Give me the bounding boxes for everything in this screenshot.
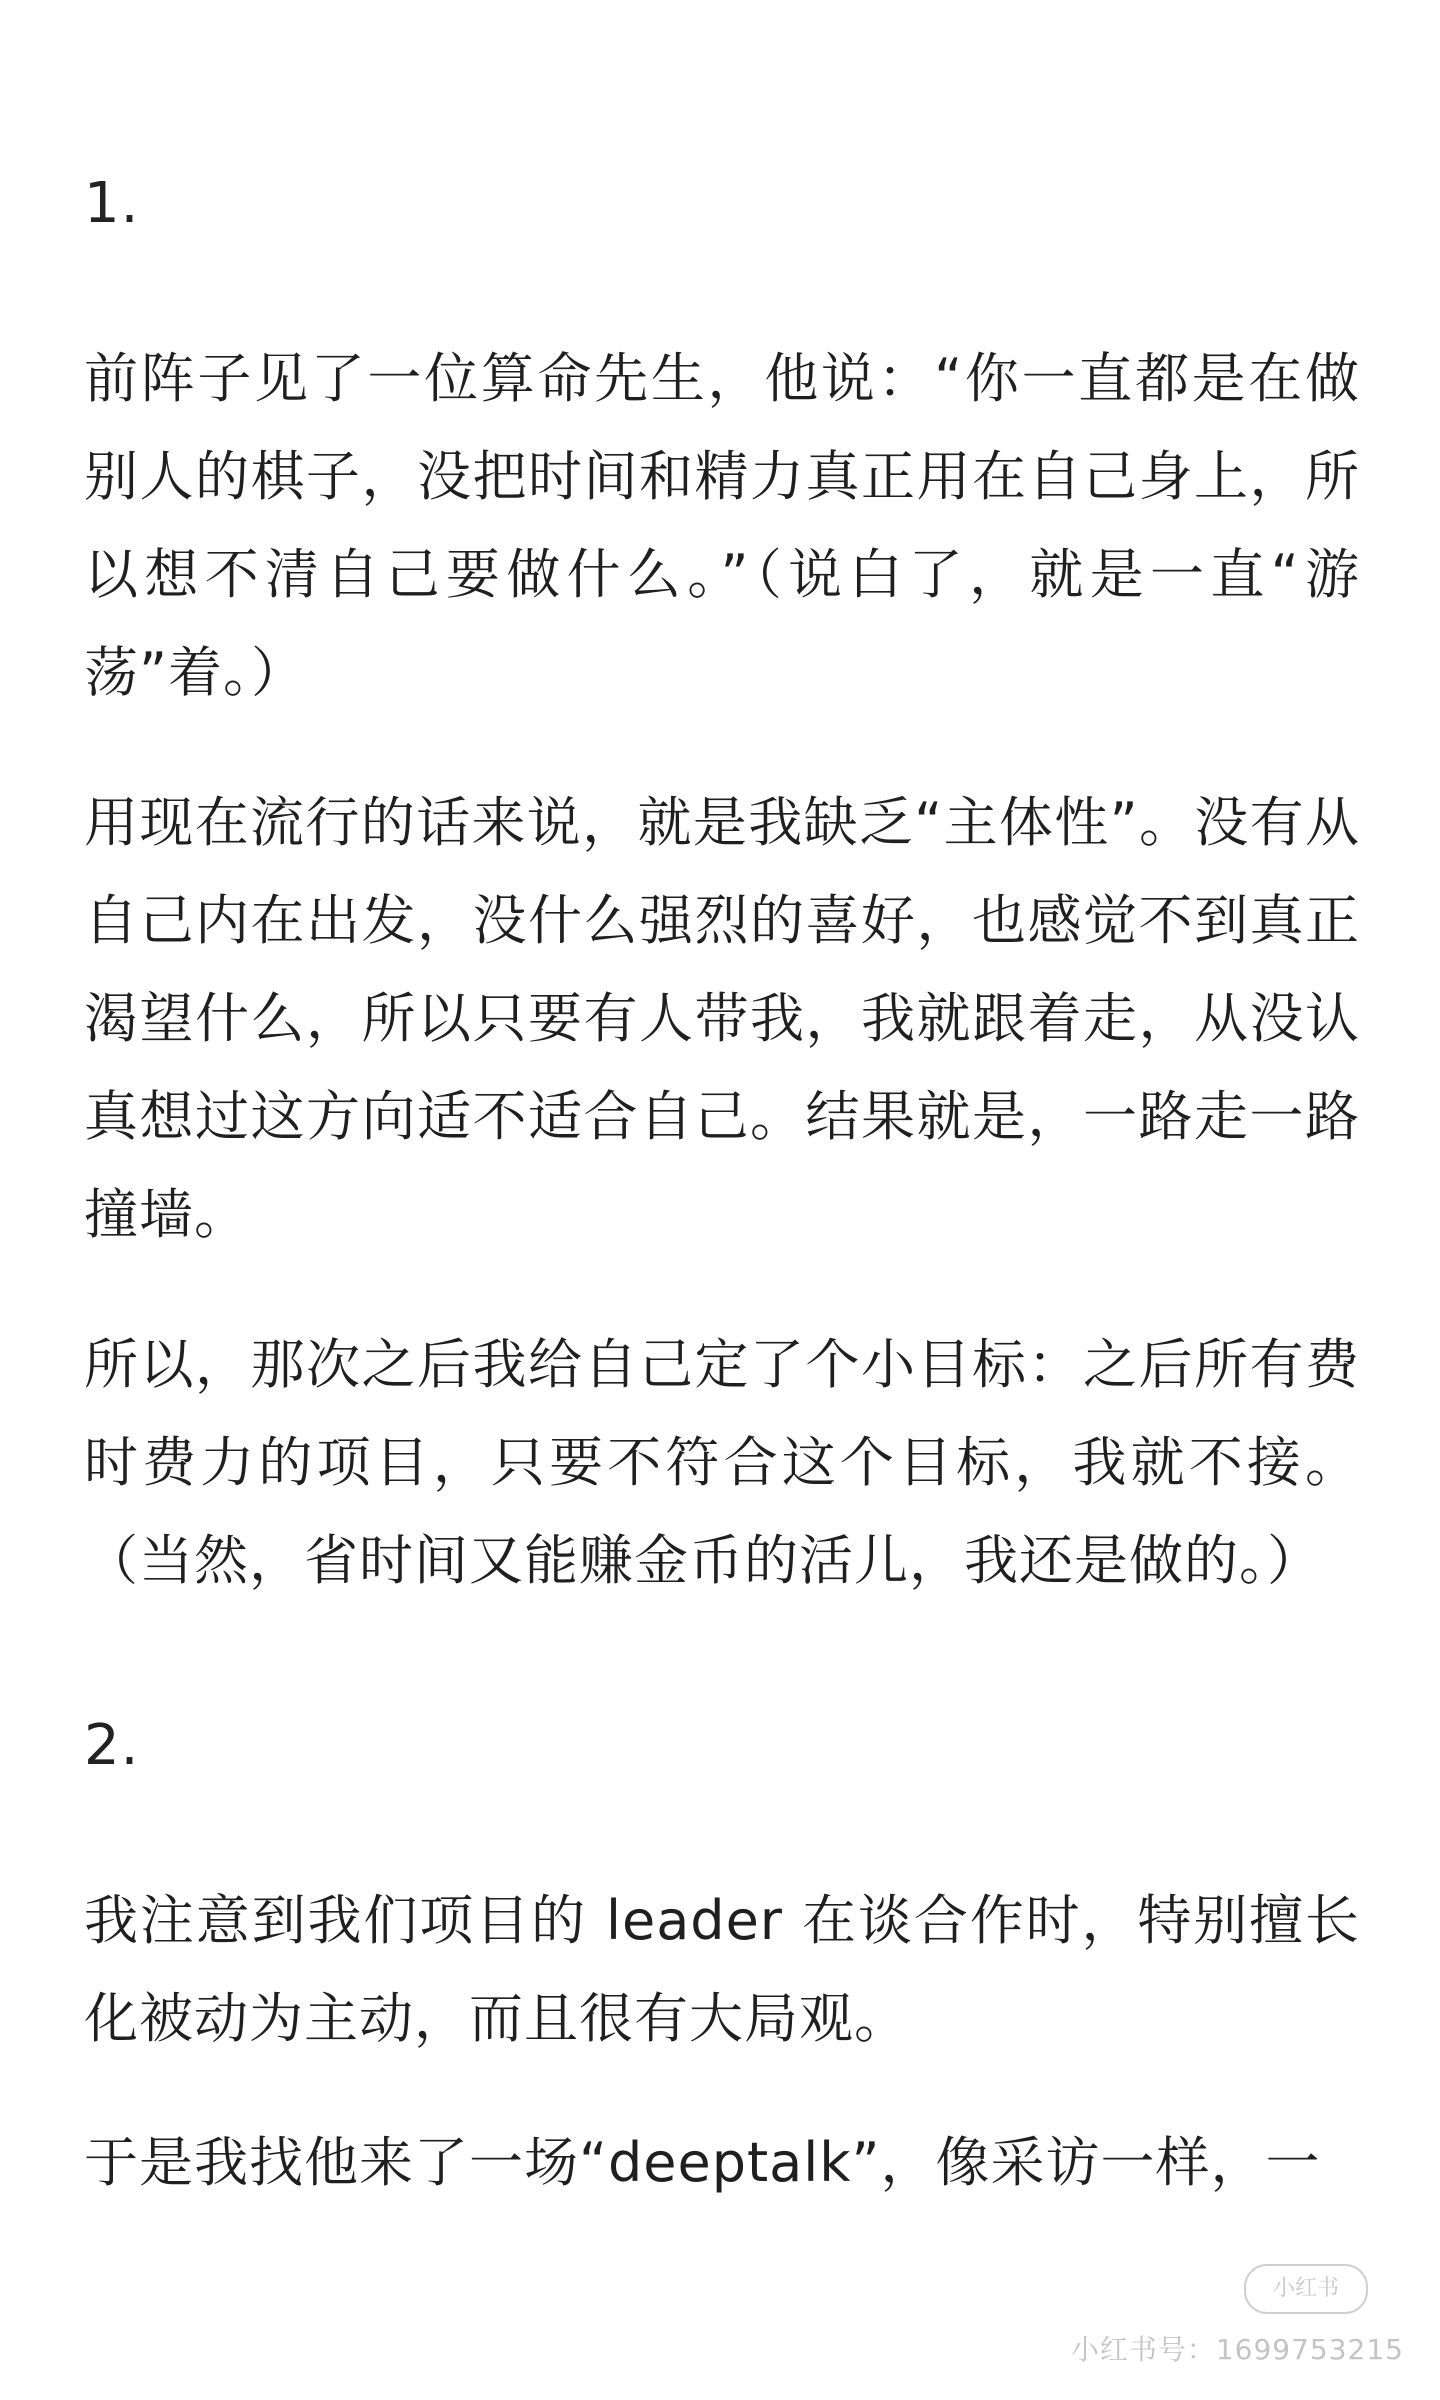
- section-1-paragraph-3: 所以，那次之后我给自己定了个小目标：之后所有费时费力的项目，只要不符合这个目标，我就不接。（当然，省时间又能赚金币的活儿，我还是做的。）: [84, 1333, 1360, 1592]
- watermark: [1064, 2264, 1404, 2384]
- section-number-1: 1.: [84, 171, 140, 236]
- section-1-paragraph-2: 用现在流行的话来说，就是我缺乏“主体性”。没有从自己内在出发，没什么强烈的喜好，也感觉不到真正渴望什么，所以只要有人带我，我就跟着走，从没认真想过这方向适不适合自己。结果就是，一路走一路撞墙。: [84, 791, 1360, 1246]
- watermark-logo-badge: 小红书: [1244, 2264, 1368, 2314]
- section-1-paragraph-1: 前阵子见了一位算命先生，他说：“你一直都是在做别人的棋子，没把时间和精力真正用在自己身上，所以想不清自己要做什么。”（说白了，就是一直“游荡”着。）: [84, 347, 1360, 704]
- section-2-paragraph-2: 于是我找他来了一场“deeptalk”，像采访一样，一: [84, 2131, 1321, 2194]
- section-number-2: 2.: [84, 1713, 140, 1778]
- section-2-paragraph-1: 我注意到我们项目的 leader 在谈合作时，特别擅长化被动为主动，而且很有大局观。: [84, 1889, 1360, 2050]
- watermark-account-id: 小红书号：1699753215: [1070, 2333, 1404, 2366]
